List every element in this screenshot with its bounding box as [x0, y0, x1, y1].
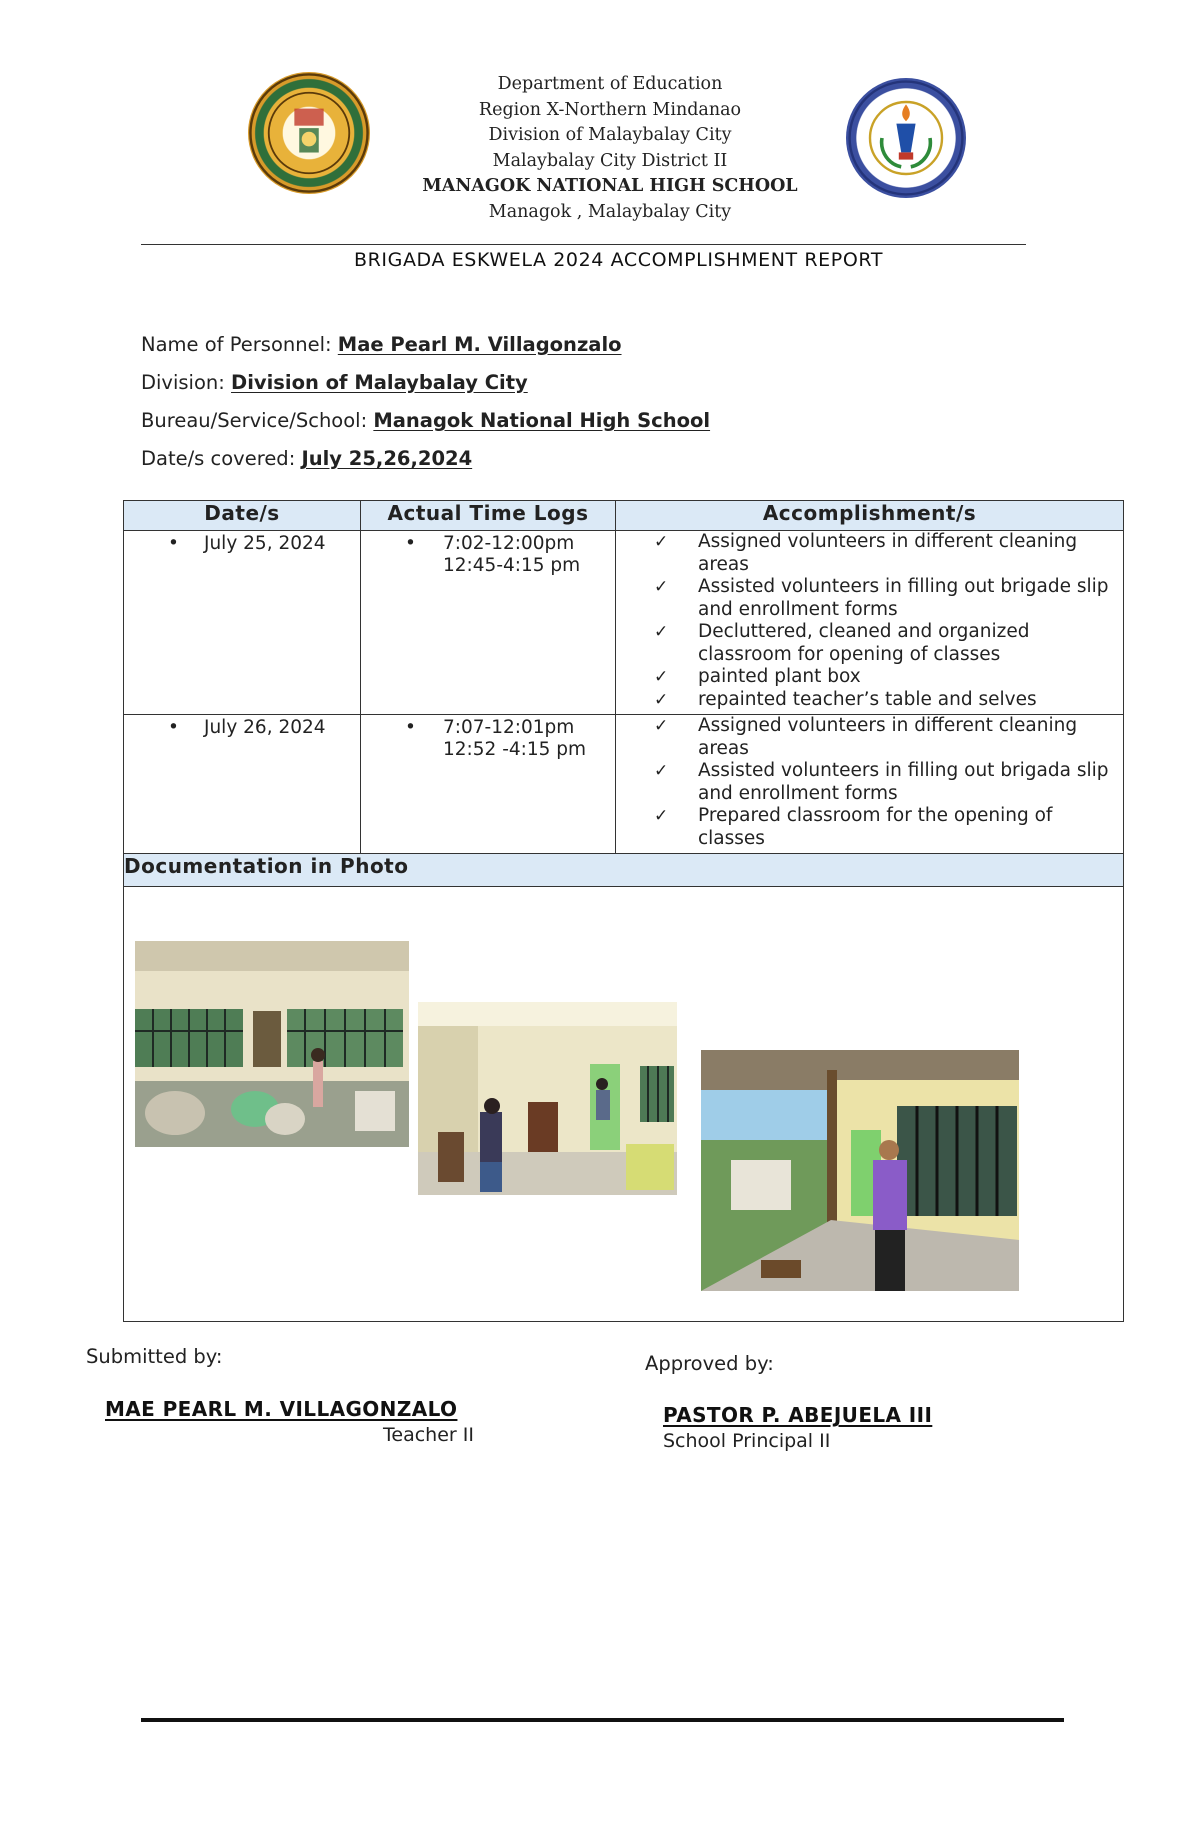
- time-cell: [361, 715, 616, 854]
- list-item: ✓ Prepared classroom for the opening of classes: [654, 805, 1053, 849]
- dates-label: Date/s covered:: [141, 447, 302, 470]
- accomplishment-cell: [616, 715, 1124, 854]
- column-header-time-logs: Actual Time Logs: [361, 501, 616, 531]
- list-item: ✓ painted plant box: [654, 666, 861, 687]
- dates-line: [141, 447, 472, 470]
- personnel-value: Mae Pearl M. Villagonzalo: [337, 333, 622, 356]
- check-icon: ✓: [654, 806, 669, 826]
- submitted-by-label: Submitted by:: [86, 1345, 223, 1368]
- footer-divider: [141, 1718, 1064, 1722]
- list-item: ✓ Decluttered, cleaned and organized classroom for opening of classes: [654, 621, 1030, 665]
- school-name: MANAGOK NATIONAL HIGH SCHOOL: [422, 176, 798, 196]
- school-label: Bureau/Service/School:: [141, 409, 374, 432]
- school-value: Managok National High School: [373, 409, 711, 432]
- table-row: [124, 715, 1124, 854]
- photo-classroom-cleaning: [418, 1002, 677, 1195]
- photo-classroom-volunteers: [135, 941, 409, 1147]
- photo-window-cleaning: [701, 1050, 1019, 1291]
- time-log-morning: • 7:07-12:01pm: [443, 717, 575, 738]
- letterhead-line: Division of Malaybalay City: [488, 125, 732, 145]
- documentation-header-row: [124, 854, 1124, 887]
- column-header-dates: Date/s: [124, 501, 361, 531]
- school-address: Managok , Malaybalay City: [488, 201, 732, 222]
- check-icon: ✓: [654, 577, 669, 597]
- check-icon: ✓: [654, 622, 669, 642]
- date-cell: [124, 715, 361, 854]
- approved-by-name: PASTOR P. ABEJUELA III: [663, 1403, 933, 1427]
- letterhead-line: Malaybalay City District II: [492, 150, 728, 171]
- check-icon: ✓: [654, 689, 669, 710]
- report-title: BRIGADA ESKWELA 2024 ACCOMPLISHMENT REPORT: [354, 249, 884, 271]
- approved-by-position: School Principal II: [663, 1430, 831, 1452]
- division-value: Division of Malaybalay City: [231, 371, 528, 394]
- dates-value: July 25,26,2024: [301, 447, 473, 470]
- check-icon: ✓: [654, 532, 669, 552]
- list-item: ✓ Assisted volunteers in filling out brigada slip and enrollment forms: [654, 760, 1109, 804]
- documentation-label: Documentation in Photo: [124, 854, 1124, 887]
- division-line: [141, 371, 528, 394]
- personnel-line: [141, 333, 622, 356]
- check-icon: ✓: [654, 667, 669, 687]
- time-log: [361, 715, 615, 761]
- list-item: ✓ Assigned volunteers in different cleaning areas: [654, 531, 1078, 575]
- table-header-row: [124, 501, 1124, 531]
- time-log-afternoon: 12:52 -4:15 pm: [443, 739, 587, 760]
- date-value: • July 25, 2024: [124, 531, 360, 555]
- time-log: [361, 531, 615, 577]
- date-value: • July 26, 2024: [124, 715, 360, 739]
- letterhead-line: Department of Education: [497, 74, 723, 94]
- list-item: ✓ Assisted volunteers in filling out brigade slip and enrollment forms: [654, 576, 1109, 620]
- column-header-accomplishments: Accomplishment/s: [616, 501, 1124, 531]
- accomplishment-list: [616, 531, 1123, 711]
- list-item: ✓ repainted teacher’s table and selves: [654, 688, 1037, 710]
- list-item: ✓ Assigned volunteers in different cleaning areas: [654, 715, 1078, 759]
- personnel-label: Name of Personnel:: [141, 333, 338, 356]
- letterhead: [380, 72, 840, 225]
- submitted-by-position: Teacher II: [383, 1424, 474, 1446]
- table-row: [124, 531, 1124, 715]
- deped-seal-icon: [248, 72, 370, 194]
- approved-by-label: Approved by:: [645, 1352, 774, 1375]
- accomplishment-list: [616, 715, 1123, 850]
- date-cell: [124, 531, 361, 715]
- time-log-afternoon: 12:45-4:15 pm: [443, 555, 581, 576]
- accomplishment-cell: [616, 531, 1124, 715]
- check-icon: ✓: [654, 716, 669, 736]
- school-seal-icon: [846, 78, 966, 198]
- submitted-by-name: MAE PEARL M. VILLAGONZALO: [105, 1397, 458, 1421]
- letterhead-line: Region X-Northern Mindanao: [478, 99, 742, 120]
- header-divider: [141, 244, 1026, 245]
- time-cell: [361, 531, 616, 715]
- time-log-morning: • 7:02-12:00pm: [443, 533, 575, 554]
- school-line: [141, 409, 710, 432]
- division-label: Division:: [141, 371, 232, 394]
- check-icon: ✓: [654, 761, 669, 781]
